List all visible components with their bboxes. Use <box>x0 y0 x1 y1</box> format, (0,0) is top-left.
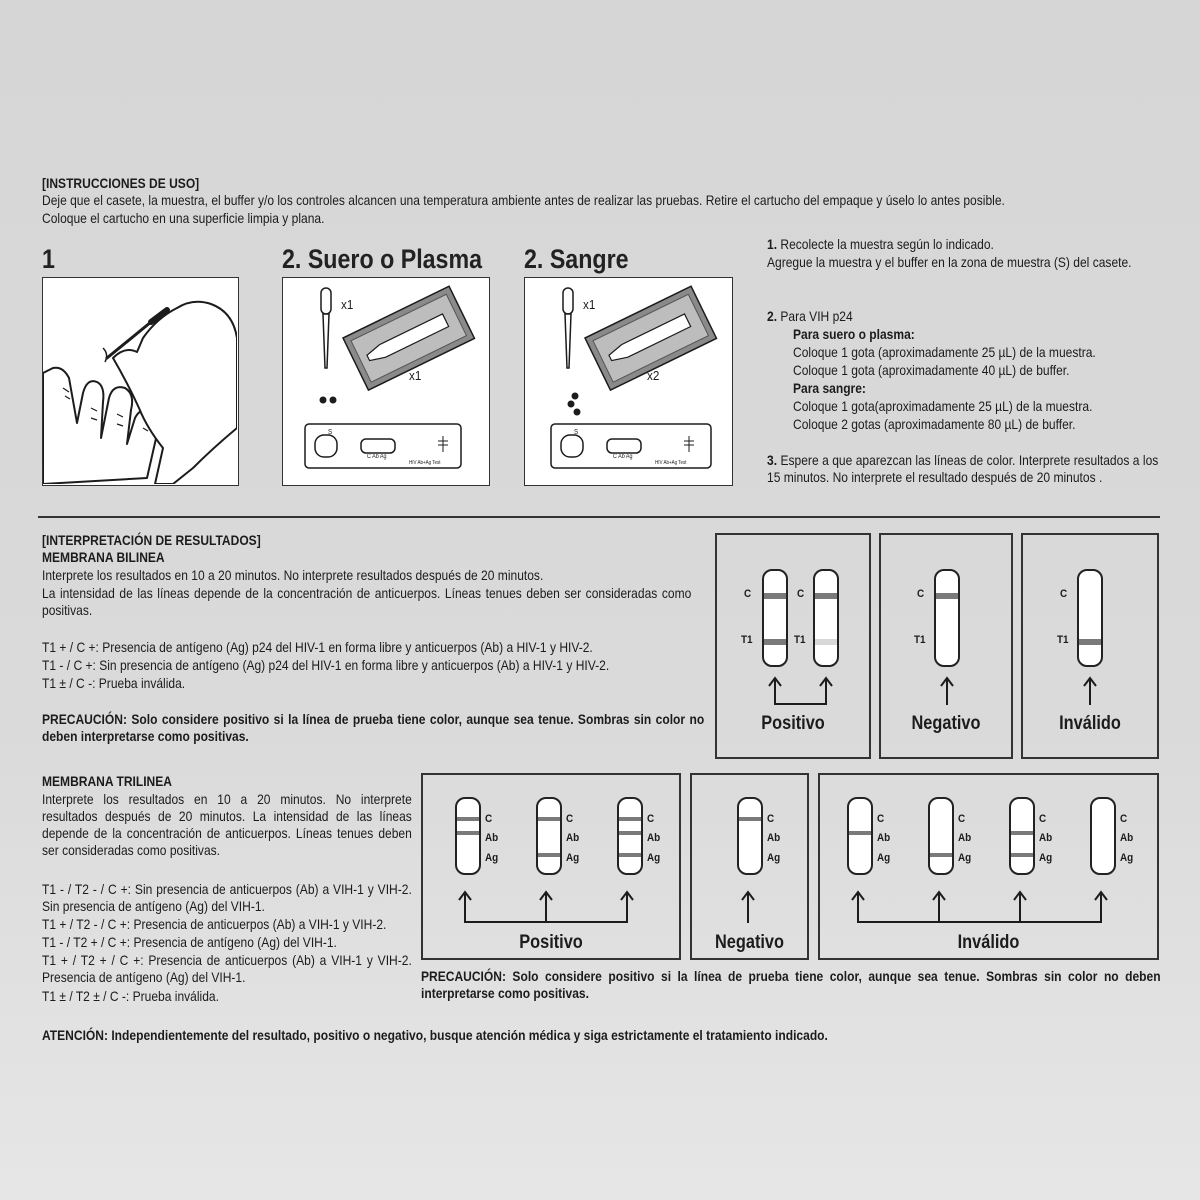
attention-note: ATENCIÓN: Independientemente del resultado, positivo o negativo, busque atención médica y siga estrictamente el tratamiento indicado. <box>42 1027 828 1043</box>
cassette-brand: HIV Ab+Ag Test <box>409 460 441 466</box>
label-c: C <box>744 588 752 600</box>
trilinea-text-1: Interprete los resultados en 10 a 20 minutos. No interprete resultados después de 20 minutos. La intensidad de las líneas depende de la concentración de anticuerpos. Líneas tenues deben ser consideradas como positivas. <box>42 791 412 858</box>
procedure-step-2: 2. Para VIH p24 <box>767 308 853 324</box>
label-ab: Ab <box>877 832 891 844</box>
label-t1: T1 <box>794 634 806 646</box>
label-ag: Ag <box>767 852 781 864</box>
label-c: C <box>647 813 655 825</box>
trilinea-title: MEMBRANA TRILINEA <box>42 773 172 789</box>
arrow-icon <box>423 775 679 958</box>
negative-label: Negativo <box>714 932 785 953</box>
label-c: C <box>1060 588 1068 600</box>
arrow-icon <box>692 775 807 958</box>
trilinea-invalid-box <box>818 773 1159 960</box>
serum-heading: Para suero o plasma: <box>793 326 915 342</box>
label-ag: Ag <box>566 852 580 864</box>
label-ag: Ag <box>877 852 891 864</box>
step-2-blood-label: 2. Sangre <box>524 244 629 274</box>
trilinea-result-4: T1 + / T2 + / C +: Presencia de anticuerpos (Ab) a VIH-1 y VIH-2. Presencia de antígeno (Ag) del VIH-1. <box>42 952 412 985</box>
drop-icon <box>330 397 337 404</box>
blood-illustration <box>524 277 733 486</box>
label-c: C <box>566 813 574 825</box>
sample-well-label: S <box>574 429 579 436</box>
pipette-count: x1 <box>341 297 354 312</box>
bilinea-title: MEMBRANA BILINEA <box>42 549 165 565</box>
pipette-count: x1 <box>583 297 596 312</box>
trilinea-positive-box <box>421 773 681 960</box>
label-c: C <box>1039 813 1047 825</box>
fingerstick-illustration <box>42 277 239 486</box>
bilinea-result-invalid: T1 ± / C -: Prueba inválida. <box>42 675 186 691</box>
cassette-markings: C Ab Ag <box>367 454 387 460</box>
label-c: C <box>485 813 493 825</box>
positive-label: Positivo <box>761 713 825 734</box>
blood-line-2: Coloque 2 gotas (aproximadamente 80 µL) de buffer. <box>793 416 1076 432</box>
bilinea-result-negative: T1 - / C +: Sin presencia de antígeno (Ag) p24 del HIV-1 en forma libre y anticuerpos (Ab) a HIV-1 y HIV-2. <box>42 657 610 673</box>
negative-label: Negativo <box>911 713 981 734</box>
label-c: C <box>917 588 925 600</box>
trilinea-result-3: T1 - / T2 + / C +: Presencia de antígeno (Ag) del VIH-1. <box>42 934 337 950</box>
drop-icon <box>568 401 575 408</box>
serum-line-1: Coloque 1 gota (aproximadamente 25 µL) de la muestra. <box>793 344 1096 360</box>
label-ag: Ag <box>485 852 499 864</box>
label-ag: Ag <box>1120 852 1134 864</box>
drop-icon <box>574 409 581 416</box>
label-ab: Ab <box>485 832 499 844</box>
label-ag: Ag <box>1039 852 1053 864</box>
bilinea-negative-box <box>879 533 1013 759</box>
interpretation-header: [INTERPRETACIÓN DE RESULTADOS] <box>42 532 261 548</box>
label-ag: Ag <box>647 852 661 864</box>
bilinea-result-positive: T1 + / C +: Presencia de antígeno (Ag) p24 del HIV-1 en forma libre y anticuerpos (Ab) a HIV-1 y HIV-2. <box>42 639 593 655</box>
serum-line-2: Coloque 1 gota (aproximadamente 40 µL) de buffer. <box>793 362 1070 378</box>
label-ab: Ab <box>647 832 661 844</box>
label-c: C <box>797 588 805 600</box>
trilinea-result-5: T1 ± / T2 ± / C -: Prueba inválida. <box>42 988 219 1004</box>
label-t1: T1 <box>1057 634 1069 646</box>
label-c: C <box>1120 813 1128 825</box>
bilinea-caution: PRECAUCIÓN: Solo considere positivo si la línea de prueba tiene color, aunque sea tenue. Sombras sin color no deben interpretarse como positivas. <box>42 711 705 744</box>
drop-icon <box>320 397 327 404</box>
bilinea-text-1: Interprete los resultados en 10 a 20 minutos. No interprete resultados después de 20 minutos. <box>42 567 544 583</box>
label-ab: Ab <box>1120 832 1134 844</box>
buffer-count: x1 <box>409 368 422 383</box>
procedure-step-1: 1. Recolecte la muestra según lo indicado. <box>767 236 994 252</box>
bilinea-text-2: La intensidad de las líneas depende de la concentración de anticuerpos. Líneas tenues deben ser consideradas como positivas. <box>42 585 692 618</box>
step-1-label: 1 <box>42 244 55 274</box>
label-c: C <box>877 813 885 825</box>
drop-icon <box>572 393 579 400</box>
trilinea-negative-box <box>690 773 809 960</box>
instructions-line-2: Coloque el cartucho en una superficie limpia y plana. <box>42 210 325 226</box>
invalid-label: Inválido <box>1059 713 1121 734</box>
label-c: C <box>958 813 966 825</box>
trilinea-result-2: T1 + / T2 - / C +: Presencia de anticuerpos (Ab) a VIH-1 y VIH-2. <box>42 916 387 932</box>
cassette-brand: HIV Ab+Ag Test <box>655 460 687 466</box>
trilinea-caution: PRECAUCIÓN: Solo considere positivo si la línea de prueba tiene color, aunque sea tenue. Sombras sin color no deben interpretarse como positivas. <box>421 968 1161 1001</box>
instructions-line-1: Deje que el casete, la muestra, el buffer y/o los controles alcancen una temperatura ambiente antes de realizar las pruebas. Retire el cartucho del empaque y úselo lo antes posible. <box>42 192 1005 208</box>
trilinea-result-1: T1 - / T2 - / C +: Sin presencia de anticuerpos (Ab) a VIH-1 y VIH-2. Sin presencia de antígeno (Ag) del VIH-1. <box>42 881 412 914</box>
instructions-header: [INSTRUCCIONES DE USO] <box>42 175 200 191</box>
label-ab: Ab <box>958 832 972 844</box>
label-t1: T1 <box>914 634 926 646</box>
sample-well-label: S <box>328 429 333 436</box>
blood-heading: Para sangre: <box>793 380 866 396</box>
serum-plasma-illustration <box>282 277 490 486</box>
step-2-serum-label: 2. Suero o Plasma <box>282 244 483 274</box>
procedure-step-3: 3. Espere a que aparezcan las líneas de color. Interprete resultados a los 15 minutos. No interprete el resultado después de 20 minutos . <box>767 452 1159 485</box>
section-divider <box>38 516 1160 518</box>
bilinea-invalid-box <box>1021 533 1159 759</box>
invalid-label: Inválido <box>957 932 1020 953</box>
arrow-icon <box>820 775 1157 958</box>
buffer-count: x2 <box>647 368 660 383</box>
procedure-step-1-detail: Agregue la muestra y el buffer en la zona de muestra (S) del casete. <box>767 254 1132 270</box>
label-ab: Ab <box>1039 832 1053 844</box>
bilinea-positive-box <box>715 533 871 759</box>
label-c: C <box>767 813 775 825</box>
cassette-markings: C Ab Ag <box>613 454 633 460</box>
label-t1: T1 <box>741 634 753 646</box>
hand-icon <box>43 278 237 484</box>
positive-label: Positivo <box>519 932 583 953</box>
label-ag: Ag <box>958 852 972 864</box>
label-ab: Ab <box>767 832 781 844</box>
blood-line-1: Coloque 1 gota(aproximadamente 25 µL) de la muestra. <box>793 398 1093 414</box>
label-ab: Ab <box>566 832 580 844</box>
